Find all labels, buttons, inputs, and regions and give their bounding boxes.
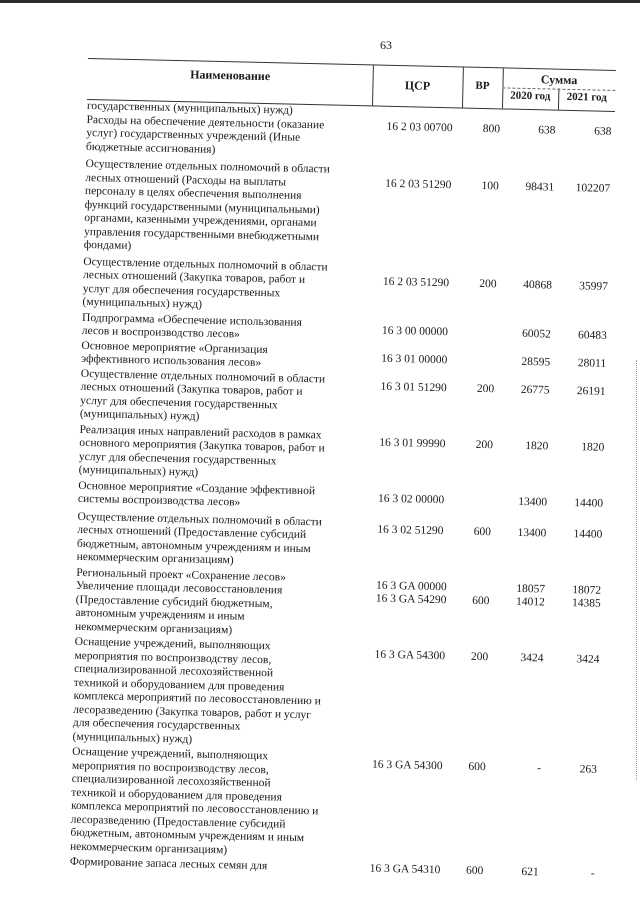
row-sum-2020: 621 bbox=[521, 866, 539, 879]
row-name-line: специализированной лесохозяйственной bbox=[71, 772, 271, 790]
row-sum-2020: 60052 bbox=[521, 327, 551, 341]
row-name-line: (Предоставление субсидий бюджетным, bbox=[75, 593, 273, 610]
row-csr: 16 3 GA 00000 16 3 GA 54290 bbox=[375, 579, 447, 607]
row-sum-2021: 102207 bbox=[575, 182, 611, 195]
row-name-line: лесных отношений (Закупка товаров, работ и bbox=[82, 268, 306, 286]
row-name bbox=[82, 255, 368, 315]
row-name-line: некоммерческим организациям) bbox=[76, 550, 234, 567]
row-name bbox=[78, 423, 364, 483]
row-name-line: основного мероприятия (Закупка товаров, работ и bbox=[79, 436, 325, 455]
row-csr: 16 3 GA 54300 bbox=[374, 648, 446, 663]
row-sum-2020: 1820 bbox=[525, 439, 549, 453]
row-vr: 600 bbox=[465, 864, 484, 878]
row-sum-2020: 26775 bbox=[520, 383, 550, 397]
header-csr: ЦСР bbox=[404, 78, 431, 93]
row-sum-2021: 26191 bbox=[576, 384, 606, 398]
row-sum-2021: 263 bbox=[579, 763, 598, 776]
row-name-line: Основное мероприятие «Организация bbox=[81, 339, 268, 356]
row-name-line: лесов и воспроизводство лесов» bbox=[81, 324, 240, 341]
row-vr bbox=[468, 494, 498, 508]
row-sum-2020: 638 bbox=[538, 123, 556, 137]
row-name-line: лесных отношений (Закупка товаров, работ и bbox=[80, 380, 303, 398]
row-name-line: Осуществление отдельных полномочий в области bbox=[80, 367, 326, 385]
row-name-line: фондами) bbox=[83, 238, 132, 253]
row-name bbox=[80, 367, 366, 427]
row-csr: 16 3 00 00000 bbox=[381, 324, 449, 338]
row-sum-2020: 18057 14012 bbox=[515, 582, 546, 609]
row-name-line: Увеличение площади лесовосстановления bbox=[75, 579, 283, 597]
row-vr: 800 bbox=[482, 122, 501, 135]
row-sum-2021: 18072 14385 bbox=[571, 583, 602, 610]
row-sum-2021: 60483 bbox=[577, 328, 607, 342]
row-name-line: Оснащение учреждений, выполняющих bbox=[74, 635, 271, 653]
row-sum-2020 bbox=[512, 110, 556, 124]
row-name-line: эффективного использования лесов» bbox=[81, 352, 262, 370]
row-name-line: бюджетным, автономным учреждениям и иным bbox=[76, 537, 311, 555]
page-number: 63 bbox=[380, 38, 392, 52]
row-sum-2021: 14400 bbox=[573, 527, 603, 541]
row-vr: 600 bbox=[473, 525, 492, 538]
row-name-line: лесоразведению (Закупка товаров, работ и услуг bbox=[73, 703, 312, 721]
scan-edge bbox=[0, 0, 640, 3]
row-name bbox=[77, 510, 363, 570]
row-name-line: (муниципальных) нужд) bbox=[82, 295, 203, 311]
table-row bbox=[72, 636, 602, 756]
row-name-line: услуг) государственных учреждений (Иные bbox=[86, 126, 301, 144]
row-name-line: Осуществление отдельных полномочий в области bbox=[85, 157, 331, 176]
row-vr bbox=[472, 326, 502, 340]
row-name-line: мероприятия по воспроизводству лесов, bbox=[74, 649, 272, 666]
row-sum-2021: 35997 bbox=[579, 279, 609, 293]
row-name-line: комплекса мероприятий по лесовосстановлению и bbox=[73, 689, 321, 708]
row-sum-2021: 14400 bbox=[574, 496, 604, 510]
table-row bbox=[75, 566, 604, 645]
row-name-line: для обеспечения государственных bbox=[72, 716, 241, 733]
row-sum-2020: 28595 bbox=[521, 355, 551, 369]
row-name-line: лесоразведению (Предоставление субсидий bbox=[70, 813, 286, 831]
row-sum-2020: - bbox=[537, 762, 542, 775]
row-vr: 200 bbox=[470, 650, 489, 664]
row-sum-2020: 13400 bbox=[518, 495, 548, 509]
row-sum-2021: 28011 bbox=[577, 356, 607, 370]
row-name-line: Осуществление отдельных полномочий в области bbox=[77, 510, 323, 528]
row-vr: 600 bbox=[472, 594, 490, 608]
row-csr: 16 2 03 51290 bbox=[382, 275, 450, 289]
row-name bbox=[72, 636, 359, 750]
row-name-line: государственных (муниципальных) нужд) bbox=[86, 99, 293, 117]
header-year-2020: 2020 год bbox=[510, 89, 551, 103]
table-row bbox=[77, 510, 606, 576]
row-sum-2020: 13400 bbox=[517, 526, 547, 540]
table-body bbox=[70, 100, 615, 881]
row-csr: 16 2 03 00700 bbox=[386, 120, 453, 134]
row-name-line: Осуществление отдельных полномочий в области bbox=[83, 255, 328, 273]
row-name-line: Формирование запаса лесных семян для bbox=[69, 855, 268, 873]
row-vr bbox=[471, 354, 501, 368]
row-vr: 200 bbox=[479, 277, 497, 290]
row-name bbox=[84, 158, 371, 259]
row-name-line: лесных отношений (Предоставление субсидий bbox=[77, 523, 307, 542]
row-sum-2021: 1820 bbox=[581, 440, 605, 454]
row-name-line: Расходы на обеспечение деятельности (оказание bbox=[86, 113, 325, 131]
row-name bbox=[78, 479, 364, 512]
row-sum-2020: 40868 bbox=[523, 278, 553, 292]
row-name-line: системы воспроизводства лесов» bbox=[77, 492, 241, 509]
row-vr: 200 bbox=[476, 382, 495, 395]
row-name-line: некоммерческим организациям) bbox=[74, 620, 233, 636]
row-csr: 16 2 03 51290 bbox=[385, 177, 452, 192]
budget-table bbox=[70, 58, 616, 881]
row-name-line: автономным учреждениям и иным bbox=[75, 606, 245, 623]
row-name bbox=[86, 113, 372, 160]
row-vr bbox=[477, 109, 507, 123]
row-vr: 200 bbox=[475, 438, 494, 451]
row-name-line: мероприятия по воспроизводству лесов, bbox=[71, 759, 269, 776]
row-name-line: Подпрограмма «Обеспечение использования bbox=[81, 311, 303, 329]
row-name-line: управления государственными внебюджетными bbox=[83, 225, 320, 243]
row-name-line: (муниципальных) нужд) bbox=[79, 407, 200, 423]
header-name: Наименование bbox=[189, 67, 271, 84]
row-name-line: лесных отношений (Расходы на выплаты bbox=[85, 171, 287, 189]
row-csr: 16 3 02 51290 bbox=[377, 523, 444, 537]
row-name bbox=[75, 566, 361, 640]
row-csr: 16 3 GA 54300 bbox=[371, 758, 443, 773]
table-row bbox=[82, 255, 611, 321]
row-name-line: Оснащение учреждений, выполняющих bbox=[72, 745, 269, 763]
row-name-line: услуг для обеспечения государственных bbox=[80, 394, 278, 411]
row-name-line: органами, казенными учреждениями, органами bbox=[84, 211, 317, 230]
row-name-line: персоналу в целях обеспечения выполнения bbox=[84, 184, 302, 202]
row-name bbox=[70, 746, 357, 860]
row-name-line: бюджетные ассигнования) bbox=[85, 140, 216, 156]
row-name-line: (муниципальных) нужд) bbox=[72, 730, 193, 746]
row-csr: 16 3 01 00000 bbox=[381, 352, 448, 366]
row-name-line: функций государственными (муниципальными) bbox=[84, 198, 320, 216]
header-year-2021: 2021 год bbox=[566, 90, 607, 104]
table-row bbox=[84, 158, 614, 264]
row-name-line: Основное мероприятие «Создание эффективной bbox=[78, 479, 316, 497]
row-csr: 16 3 GA 54310 bbox=[369, 862, 441, 877]
table-row bbox=[70, 746, 600, 866]
row-name-line: услуг для обеспечения государственных bbox=[78, 450, 277, 467]
row-name-line: услуг для обеспечения государственных bbox=[82, 282, 281, 299]
row-name-line: Реализация иных направлений расходов в рамках bbox=[79, 423, 322, 441]
row-name-line: некоммерческим организациям) bbox=[69, 840, 228, 856]
row-name-line: (муниципальных) нужд) bbox=[78, 463, 199, 479]
row-sum-2021: 638 bbox=[594, 125, 612, 138]
row-csr: 16 3 02 00000 bbox=[377, 492, 445, 506]
row-name-line: специализированной лесохозяйственной bbox=[74, 662, 274, 680]
row-sum-2021 bbox=[562, 111, 612, 126]
row-name-line: Региональный проект «Сохранение лесов» bbox=[76, 566, 287, 584]
row-csr: 16 3 01 99990 bbox=[379, 436, 446, 450]
row-name-line: техникой и оборудованием для проведения bbox=[71, 786, 283, 804]
header-vr: ВР bbox=[475, 79, 490, 93]
header-sum: Сумма bbox=[540, 72, 578, 88]
row-sum-2020: 98431 bbox=[525, 180, 555, 194]
row-vr: 600 bbox=[468, 760, 486, 774]
scan-edge-right bbox=[635, 360, 637, 780]
row-name-line: комплекса мероприятий по лесовосстановлению и bbox=[70, 799, 319, 818]
row-csr: 16 3 01 51290 bbox=[380, 380, 447, 394]
table-row bbox=[78, 423, 607, 489]
row-sum-2021: 3424 bbox=[576, 653, 600, 666]
table-row bbox=[80, 367, 609, 433]
row-sum-2020: 3424 bbox=[520, 651, 544, 665]
row-sum-2021: - bbox=[590, 867, 595, 880]
row-name-line: бюджетным, автономным учреждениям и иным bbox=[70, 826, 305, 845]
row-name-line: техникой и оборудованием для проведения bbox=[73, 676, 285, 694]
row-vr: 100 bbox=[481, 179, 499, 193]
